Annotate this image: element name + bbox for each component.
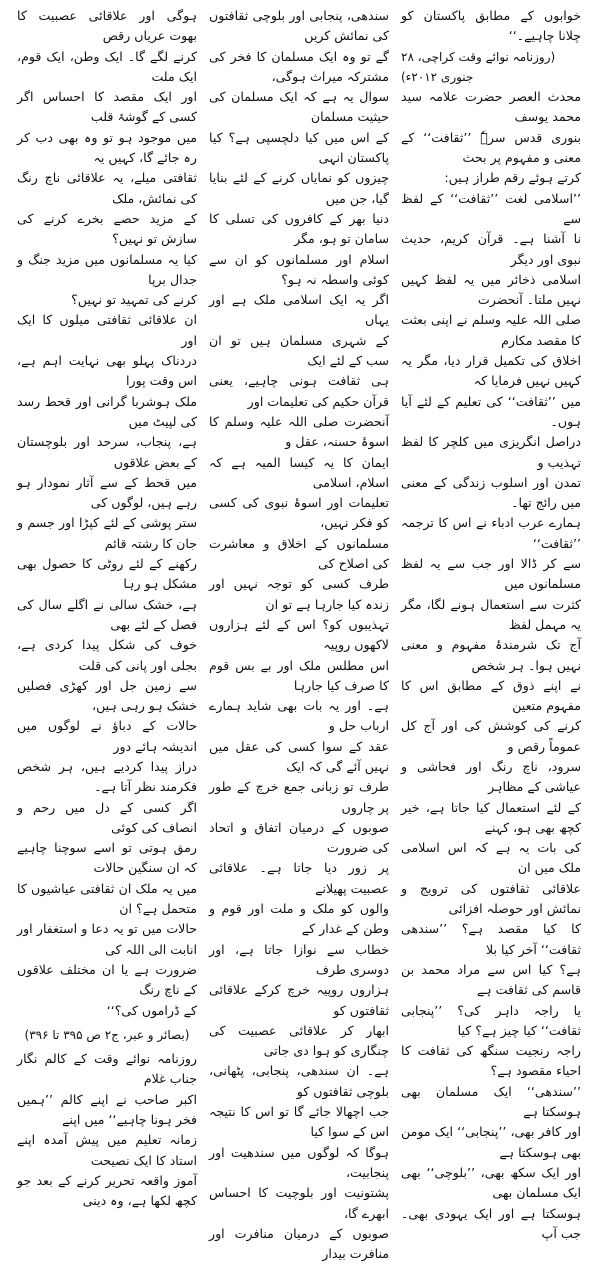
text-line: تمدن اور اسلوب زندگی کے معنی میں رائج تھا۔: [401, 474, 581, 511]
text-line: میں قحط کے سے آثار نمودار ہو رہے ہیں، لوگوں کی: [17, 474, 197, 511]
text-line: کے مزید حصے بخرے کرنے کی سازش تو نہیں؟: [17, 210, 197, 247]
text-line: خوف کی شکل پیدا کردی ہے، بجلی اور پانی کی قلت: [17, 637, 197, 673]
text-line: محدث العصر حضرت علامہ سید محمد یوسف: [401, 89, 581, 125]
text-line: (روزنامہ نوائے وقت کراچی، ۲۸ جنوری ۲۰۱۲ء): [401, 49, 556, 84]
text-line: میں موجود ہو تو وہ بھی دب کر رہ جائے گا، کہیں یہ: [17, 129, 197, 166]
text-line: حالات میں تو یہ دعا و استغفار اور انابت الی اللہ کی: [17, 921, 197, 957]
text-line: کے ڈراموں کی؟‘‘: [106, 1002, 197, 1018]
text-line: پر زور دیا جاتا ہے۔ علاقائی عصبیت پھیلانے: [209, 860, 389, 896]
text-line: اسلام اور مسلمانوں کو ان سے کوئی واسطہ نہ ہو؟: [209, 251, 389, 287]
text-line: کے اس میں کیا دلچسپی ہے؟ کیا پاکستان انہی: [209, 129, 389, 166]
text-line: خطاب سے نوازا جاتا ہے، اور دوسری طرف: [209, 941, 389, 977]
text-line: والوں کو ملک و ملت اور قوم و وطن کے غدار کے: [209, 901, 389, 937]
text-line: ایمان کا یہ کیسا المیہ ہے کہ اسلام، اسلامی: [209, 454, 389, 490]
text-line: ہوسکتا ہے اور ایک یہودی بھی۔ جب آپ: [401, 1205, 581, 1241]
text-line: کرنے لگے گا۔ ایک وطن، ایک قوم، ایک ملت: [17, 48, 197, 84]
text-line: نا آشنا ہے۔ قرآن کریم، حدیث نبوی اور دیگر: [401, 231, 581, 267]
text-line: طرف تو زبانی جمع خرچ کے طور پر چاروں: [209, 779, 389, 815]
text-line: سے کر ڈالا اور جب سے یہ لفظ مسلمانوں میں: [401, 556, 581, 592]
text-line: ہے، پنجاب، سرحد اور بلوچستان کے بعض علاقوں: [17, 434, 197, 470]
text-line: طرف کسی کو توجہ نہیں اور زندہ کیا جارہا ہے تو ان: [209, 576, 389, 612]
text-line: ثقافتی میلے، یہ علاقائی ناچ رنگ کی نمائش، ملک: [17, 170, 197, 206]
text-line: نے اپنے ذوق کے مطابق اس کا مفہوم متعین: [401, 677, 581, 714]
text-line: سے زمین جل اور کھڑی فصلیں خشک ہو رہی ہیں،: [17, 677, 197, 714]
text-line: اور ایک مقصد کا احساس اگر کسی کے گوشۂ قلب: [17, 89, 197, 125]
text-line: حالات کے دباؤ نے لوگوں میں اندیشہ ہائے دور: [17, 718, 197, 754]
text-line: ’’سندھی‘‘ ایک مسلمان بھی ہوسکتا ہے: [401, 1083, 581, 1120]
text-line: دراز پیدا کردیے ہیں، ہر شخص فکرمند نظر آتا ہے۔: [17, 758, 197, 795]
text-line: کا کیا مقصد ہے؟ ’’سندھی ثقافت‘‘ آخر کیا بلا: [401, 921, 581, 957]
text-line: چیزوں کو نمایاں کرنے کے لئے بنایا گیا، جن میں: [209, 170, 389, 206]
text-line: روزنامہ نوائے وقت کے کالم نگار جناب غلام: [17, 1051, 197, 1087]
text-line: میں یہ ملک ان ثقافتی عیاشیوں کا متحمل ہے؟ ان: [17, 880, 197, 917]
text-line: آج تک شرمندۂ مفہوم و معنی نہیں ہوا۔ ہر شخص: [401, 637, 581, 673]
text-line: صلی اللہ علیہ وسلم نے اپنی بعثت کا مقصد مکارم: [401, 312, 581, 348]
text-line: سندھی، پنجابی اور بلوچی ثقافتوں کی نمائش کریں: [209, 8, 389, 44]
text-line: ان علاقائی ثقافتی میلوں کا ایک اور: [17, 312, 197, 348]
text-line: ہوگا کہ لوگوں میں سندھیت اور پنجابیت،: [209, 1144, 389, 1180]
text-line: عقد کے سوا کسی کی عقل میں نہیں آئے گی کہ ایک: [209, 738, 389, 774]
text-line: بنوری قدس سرہٗ ’’ثقافت‘‘ کے معنی و مفہوم پر بحث: [401, 129, 581, 166]
text-line: جب اچھالا جائے گا تو اس کا نتیجہ اس کے سوا کیا: [209, 1104, 389, 1140]
text-line: کرنے کی کوشش کی اور آج کل عموماً رقص و: [401, 718, 581, 754]
text-line: سرود، ناچ رنگ اور فحاشی و عیاشی کے مظاہر: [401, 758, 581, 795]
text-line: صوبوں کے درمیان منافرت اور منافرت بیدار: [209, 1225, 389, 1262]
text-line: ہے۔ ان سندھی، پنجابی، پٹھانی، بلوچی ثقافتوں کو: [209, 1063, 389, 1099]
text-line: رمق ہوتی تو اسے سوچنا چاہیے کہ ان سنگین حالات: [17, 840, 197, 876]
text-line: اور ایک سکھ بھی، ’’بلوچی‘‘ بھی ایک مسلمان بھی: [401, 1164, 581, 1201]
text-line: اس مطلس ملک اور بے بس قوم کا صرف کیا جارہا: [209, 657, 389, 693]
text-line: ابھار کر علاقائی عصبیت کی چنگاری کو ہوا دی جاتی: [209, 1022, 389, 1059]
text-line: ہے، خشک سالی نے اگلے سال کی فصل کے لئے بھی: [17, 596, 197, 632]
text-line: کیا یہ مسلمانوں میں مزید جنگ و جدال برپا: [17, 251, 197, 287]
text-line: گے تو وہ ایک مسلمان کا فخر کی مشترکہ میراث ہوگی،: [209, 48, 389, 84]
text-line: ہوگی اور علاقائی عصبیت کا بھوت عریاں رقص: [17, 8, 197, 44]
text-line: کے لئے استعمال کیا جاتا ہے، خیر کچھ بھی ہو، کہنے: [401, 799, 581, 835]
text-line: دنیا بھر کے کافروں کی تسلی کا سامان تو ہو، مگر: [209, 210, 389, 247]
text-line: مسلمانوں کے اخلاق و معاشرت کی اصلاح کی: [209, 535, 389, 572]
text-line: کے شہری مسلمان ہیں تو ان سب کے لئے ایک: [209, 332, 389, 369]
text-line: اسلامی ذخائر میں یہ لفظ کہیں نہیں ملتا۔ آنحضرت: [401, 271, 581, 308]
text-line: ’’اسلامی لغت ’’ثقافت‘‘ کے لفظ سے: [401, 190, 581, 226]
text-line: راجہ رنجیت سنگھ کی ثقافت کا احیاء مقصود ہے؟: [401, 1043, 581, 1079]
text-line: تعلیمات اور اسوۂ نبوی کی کسی کو فکر نہیں،: [209, 495, 389, 531]
text-line: تہذیبوں کو؟ اس کے لئے ہزاروں لاکھوں روپیہ: [209, 616, 389, 653]
text-line: زمانہ تعلیم میں پیش آمدہ اپنے استاد کا ایک نصیحت: [17, 1132, 197, 1168]
text-line: ملک ہوشربا گرانی اور قحط رسد کی لپیٹ میں: [17, 393, 197, 429]
right-column: [398, 6, 584, 1241]
text-line: پشتونیت اور بلوچیت کا احساس ابھرے گا،: [209, 1185, 389, 1221]
text-line: میں ’’ثقافت‘‘ کی تعلیم کے لئے آیا ہوں۔: [401, 393, 581, 429]
text-line: اکبر صاحب نے اپنے کالم ’’ہمیں فخر ہونا چاہیے‘‘ میں اپنے: [17, 1091, 197, 1128]
text-line: اخلاق کی تکمیل قرار دیا، مگر یہ کہیں نہیں فرمایا کہ: [401, 353, 581, 389]
text-line: کی بات یہ ہے کہ اس اسلامی ملک میں ان: [401, 840, 581, 876]
text-line: یا راجہ داہر کی؟ ’’پنجابی ثقافت‘‘ کیا چیز ہے؟ کیا: [401, 1002, 581, 1038]
text-line: آموز واقعہ تحریر کرنے کے بعد جو کچھ لکھا ہے، وہ دینی: [17, 1172, 197, 1209]
text-line: اور کافر بھی، ’’پنجابی‘‘ ایک مومن بھی ہوسکتا ہے: [401, 1124, 581, 1160]
text-line: ہے۔ اور یہ بات بھی شاید ہمارے ارباب حل و: [209, 698, 389, 734]
text-line: ہے؟ کیا اس سے مراد محمد بن قاسم کی ثقافت ہے: [401, 961, 581, 998]
text-line: دراصل انگریزی میں کلچر کا لفظ تہذیب و: [401, 434, 581, 470]
text-line: ہزاروں روپیہ خرچ کرکے علاقائی ثقافتوں کو: [209, 982, 389, 1018]
text-line: کثرت سے استعمال ہونے لگا، مگر یہ مہمل لفظ: [401, 596, 581, 632]
text-line: دردناک پہلو بھی نہایت اہم ہے، اس وقت پورا: [17, 353, 197, 389]
text-line: کرتے ہوئے رقم طراز ہیں:: [444, 170, 581, 186]
text-line: آنحضرت صلی اللہ علیہ وسلم کا اسوۂ حسنہ، عقل و: [209, 413, 389, 450]
text-line: کرنے کی تمہید تو نہیں؟: [71, 292, 197, 308]
middle-column: [206, 6, 392, 1262]
text-line: اگر یہ ایک اسلامی ملک ہے اور یہاں: [209, 292, 389, 328]
citation: (بصائر و عبر، ج۲ ص ۳۹۵ تا ۳۹۶): [24, 1027, 190, 1042]
text-line: علاقائی ثقافتوں کی ترویج و نمائش اور حوصلہ افزائی: [401, 880, 581, 917]
text-line: ستر پوشی کے لئے کپڑا اور جسم و جان کا رشتہ قائم: [17, 515, 197, 551]
text-line: اگر کسی کے دل میں رحم و انصاف کی کوئی: [17, 799, 197, 835]
text-line: صوبوں کے درمیان اتفاق و اتحاد کی ضرورت: [209, 819, 389, 856]
text-line: رکھنے کے لئے روٹی کا حصول بھی مشکل ہو رہا: [17, 556, 197, 592]
text-line: سوال یہ ہے کہ ایک مسلمان کی حیثیت مسلمان: [209, 89, 389, 125]
text-line: خوابوں کے مطابق پاکستان کو چلانا چاہیے۔‘‘: [401, 8, 581, 44]
text-line: ہمارے عرب ادباء نے اس کا ترجمہ ’’ثقافت‘‘: [401, 515, 581, 551]
left-column: [14, 6, 200, 1209]
text-line: ہی ثقافت ہونی چاہیے، یعنی قرآن حکیم کی تعلیمات اور: [209, 373, 389, 409]
text-line: ضرورت ہے یا ان مختلف علاقوں کے ناچ رنگ: [17, 961, 197, 998]
